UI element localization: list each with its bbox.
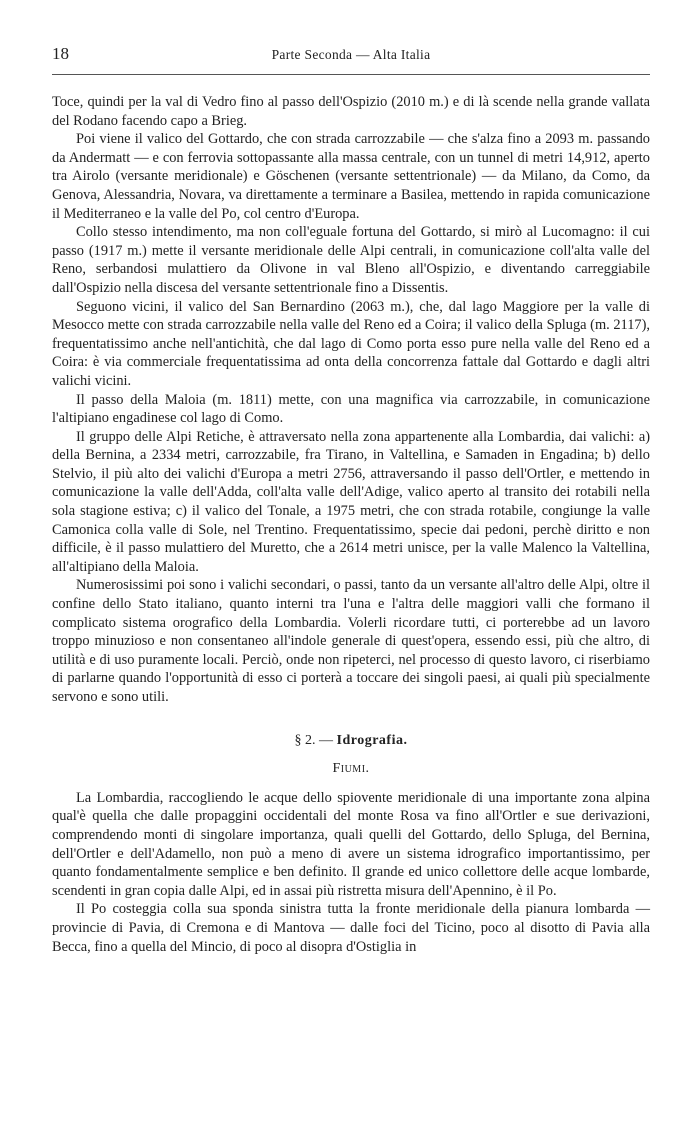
paragraph: Seguono vicini, il valico del San Bernardino (2063 m.), che, dal lago Maggiore per la valle di Mesocco mette con strada carrozzabile nella valle del Reno ed a Coira; il valico della Spluga (m. 2117), frequentatissimo anche nell'antichità, che dal lago di Como porta esso pure nella valle del Reno ed a Coira: è via commerciale frequentatissima ad onta della concorrenza fattale dal Gottardo e dagli altri valichi vicini.: [52, 298, 650, 389]
running-title: Parte Seconda — Alta Italia: [271, 47, 431, 62]
header-rule: [52, 74, 650, 75]
paragraph: Il Po costeggia colla sua sponda sinistra tutta la fronte meridionale della pianura lombarda — provincie di Pavia, di Cremona e di Mantova — dalle foci del Ticino, poco al disotto di Pavia alla Becca, fino a quella del Mincio, di poco al disopra d'Ostiglia in: [52, 901, 650, 955]
section-body: [52, 789, 650, 956]
paragraph: Numerosissimi poi sono i valichi secondari, o passi, tanto da un versante all'altro delle Alpi, oltre il confine dello Stato italiano, quanto interni tra l'una e l'altra delle maggiori valli che formano il complicato sistema orografico della Lombardia. Volerli ricordare tutti, ci porterebbe ad un lavoro troppo minuzioso e non consentaneo all'indole generale di quest'opera, essendo essi, più che altro, di utilità e di uso puramente locali. Perciò, onde non ripeterci, nel processo di questo lavoro, ci riserbiamo di parlarne quando l'opportunità di esso ci porterà a toccare dei singoli paesi, ai quali più specialmente servono e sono utili.: [52, 577, 650, 705]
paragraph: Poi viene il valico del Gottardo, che con strada carrozzabile — che s'alza fino a 2093 m. passando da Andermatt — e con ferrovia sottopassante alla massa centrale, con un tunnel di metri 14,912, aperto tra Airolo (versante meridionale) e Göschenen (versante settentrionale) — da Milano, da Como, da Genova, Alessandria, Novara, va direttamente a terminare a Basilea, mettendo in rapida comunicazione il Mediterraneo e la valle del Po, col centro d'Europa.: [52, 131, 650, 222]
paragraph: Il passo della Maloia (m. 1811) mette, con una magnifica via carrozzabile, in comunicazione l'altipiano engadinese col lago di Como.: [52, 391, 650, 427]
section-heading: [52, 732, 650, 751]
section-number: § 2. —: [294, 732, 334, 748]
paragraph: Il gruppo delle Alpi Retiche, è attraversato nella zona appartenente alla Lombardia, dai valichi: a) della Bernina, a 2334 metri, carrozzabile, fra Tirano, in Valtellina, e Samaden in Engadina; b) dello Stelvio, il più alto dei valichi d'Europa a metri 2756, attraversando il passo dell'Ortler, e mettendo in comunicazione la valle dell'Adda, coll'alta valle dell'Adige, valico aperto al transito dei rotabili nella sola stagione estiva; c) il valico del Tonale, a 1975 metri, che con strada rotabile, congiunge la valle Camonica colla valle di Sole, nel Trentino. Frequentatissimo, specie dai pedoni, perchè diritto e non difficile, è il passo mulattiero del Muretto, che a 2614 metri unisce, per la valle Malenco la Valtellina, all'altipiano della Maloia.: [52, 428, 650, 575]
subsection-heading: Fiumi.: [332, 761, 370, 777]
body-text: [52, 93, 650, 956]
paragraph: Toce, quindi per la val di Vedro fino al passo dell'Ospizio (2010 m.) e di là scende nella grande vallata del Rodano facendo capo a Brieg.: [52, 94, 650, 129]
paragraph: La Lombardia, raccogliendo le acque dello spiovente meridionale di una importante zona alpina qual'è quella che dalle propaggini occidentali del monte Rosa va fino all'Ortler e sue derivazioni, comprendendo monti di singolare importanza, quali quelli del Gottardo, dello Spluga, del Bernina, dell'Ortler e dell'Adamello, non può a meno di avere un sistema idrografico importantissimo, per quanto fondamentalmente semplice e ben definito. Il grande ed unico collettore delle acque lombarde, scendenti in gran copia dalle Alpi, ed in assai più ristretta misura dell'Apennino, è il Po.: [52, 789, 650, 899]
section-title: Idrografia.: [336, 732, 408, 748]
page-number: 18: [52, 44, 69, 63]
running-header: [52, 44, 650, 68]
paragraph: Collo stesso intendimento, ma non coll'eguale fortuna del Gottardo, si mirò al Lucomagno: il cui passo (1917 m.) mette il versante meridionale delle Alpi centrali, in comunicazione coll'alta valle del Reno, serbandosi mulattiero da Olivone in val Bleno all'Ospizio, e diventando carreggiabile dall'Ospizio nella discesa del versante settentrionale fino a Dissentis.: [52, 224, 650, 296]
